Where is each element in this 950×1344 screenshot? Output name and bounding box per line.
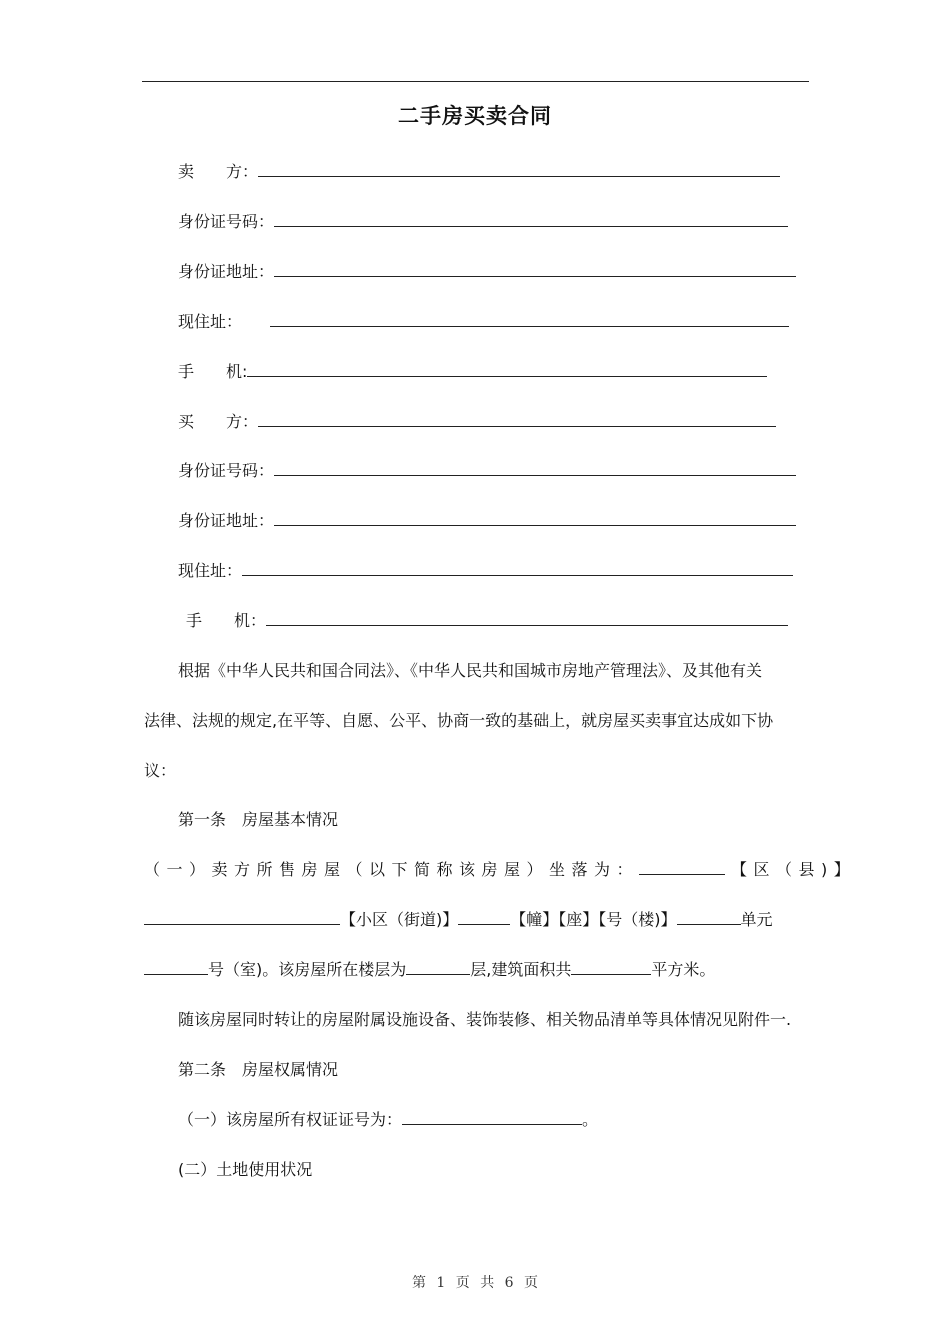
- page-number: 第 1 页 共 6 页: [411, 1275, 539, 1291]
- seller-address-label: 现住址：: [178, 312, 243, 331]
- unit-blank[interactable]: [677, 908, 741, 925]
- seller-id-line: [178, 210, 788, 234]
- certificate-label: （一）该房屋所有权证证号为：: [178, 1110, 403, 1129]
- community-label: 【小区（街道)】: [340, 910, 459, 929]
- preamble-line-1: 根据《中华人民共和国合同法》、《中华人民共和国城市房地产管理法》、及其他有关: [178, 661, 763, 680]
- seller-address-line: [178, 310, 789, 334]
- seller-name-blank[interactable]: [258, 160, 780, 177]
- document-title: 二手房买卖合同: [398, 104, 552, 128]
- seller-id-label: 身份证号码：: [178, 212, 275, 231]
- seller-id-address-blank[interactable]: [274, 260, 796, 277]
- buyer-id-address-label: 身份证地址：: [178, 511, 275, 530]
- seller-phone-label: 手 机:: [178, 362, 248, 381]
- district-blank[interactable]: [639, 858, 725, 875]
- buyer-id-label: 身份证号码：: [178, 461, 275, 480]
- floor-blank[interactable]: [406, 958, 470, 975]
- certificate-end: 。: [582, 1110, 599, 1129]
- buyer-address-label: 现住址：: [178, 561, 243, 580]
- seller-id-address-label: 身份证地址：: [178, 262, 275, 281]
- buyer-address-line: [178, 559, 793, 583]
- buyer-phone-label: 手 机：: [186, 611, 267, 630]
- header-rule: [142, 81, 809, 82]
- article2-paragraph-2: (二）土地使用状况: [178, 1160, 313, 1179]
- buyer-name-blank[interactable]: [258, 410, 776, 427]
- article1-paragraph-3: [144, 958, 715, 982]
- buyer-name-label: 买 方：: [178, 412, 259, 431]
- certificate-blank[interactable]: [402, 1108, 582, 1125]
- preamble-line-3: 议：: [144, 761, 177, 780]
- building-label: 【幢】【座】【号（楼)】: [510, 910, 677, 929]
- buyer-name-line: [178, 410, 776, 434]
- article1-paragraph-2: [144, 908, 773, 932]
- buyer-id-blank[interactable]: [274, 459, 796, 476]
- seller-id-address-line: [178, 260, 796, 284]
- area-blank[interactable]: [571, 958, 651, 975]
- buyer-id-address-blank[interactable]: [274, 509, 796, 526]
- buyer-phone-blank[interactable]: [266, 609, 788, 626]
- district-label: 【区（县)】: [731, 860, 857, 879]
- area-label: 层,建筑面积共: [470, 960, 572, 979]
- article1-heading: 第一条 房屋基本情况: [178, 810, 339, 829]
- buyer-id-address-line: [178, 509, 796, 533]
- seller-id-blank[interactable]: [274, 210, 788, 227]
- buyer-address-blank[interactable]: [242, 559, 793, 576]
- area-unit-label: 平方米。: [651, 960, 716, 979]
- article1-paragraph-1: [144, 858, 856, 882]
- seller-address-blank[interactable]: [270, 310, 789, 327]
- unit-label: 单元: [740, 910, 773, 929]
- buyer-id-line: [178, 459, 796, 483]
- room-blank[interactable]: [144, 958, 208, 975]
- building-blank[interactable]: [458, 908, 510, 925]
- seller-name-label: 卖 方：: [178, 162, 259, 181]
- article1-paragraph-4: 随该房屋同时转让的房屋附属设施设备、装饰装修、相关物品清单等具体情况见附件一.: [178, 1010, 792, 1029]
- seller-phone-blank[interactable]: [247, 360, 767, 377]
- article1-location-text: （一）卖方所售房屋（以下简称该房屋）坐落为：: [144, 860, 640, 879]
- article2-paragraph-1: [178, 1108, 598, 1132]
- preamble-line-2: 法律、法规的规定,在平等、自愿、公平、协商一致的基础上，就房屋买卖事宜达成如下协: [144, 711, 774, 730]
- buyer-phone-line: [186, 609, 788, 633]
- article2-heading: 第二条 房屋权属情况: [178, 1060, 339, 1079]
- seller-name-line: [178, 160, 780, 184]
- community-blank[interactable]: [144, 908, 340, 925]
- seller-phone-line: [178, 360, 767, 384]
- room-label: 号（室)。该房屋所在楼层为: [208, 960, 407, 979]
